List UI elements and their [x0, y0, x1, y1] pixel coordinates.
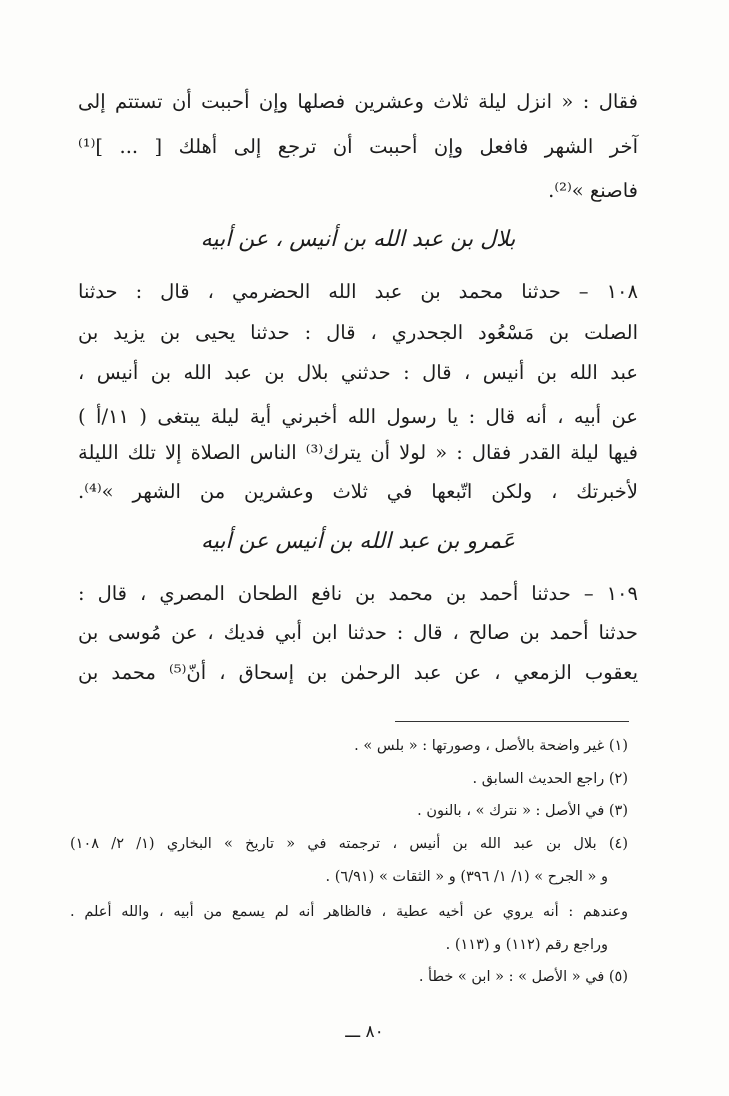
section-heading: عَمرو بن عبد الله بن أنيس عن أبيه: [201, 529, 515, 554]
hadith-108-line: عن أبيه ، أنه قال : يا رسول الله أخبرني أية ليلة يبتغى ( ١١/أ ): [78, 405, 638, 428]
body-line: فاصنع »⁽²⁾.: [548, 179, 638, 202]
footnote: (٢) راجع الحديث السابق .: [472, 771, 628, 787]
footnote-continuation: وعندهم : أنه يروي عن أخيه عطية ، فالظاهر أنه لم يسمع من أبيه ، والله أعلم .: [70, 904, 628, 920]
footnote-continuation: و « الجرح » (١/ ١/ ٣٩٦) و « الثقات » (٦/٩١) .: [325, 869, 608, 885]
hadith-109-line: يعقوب الزمعي ، عن عبد الرحمٰن بن إسحاق ، أنّ⁽⁵⁾ محمد بن: [78, 661, 638, 684]
hadith-108-line: الصلت بن مَسْعُود الجحدري ، قال : حدثنا يحيى بن يزيد بن: [78, 321, 638, 344]
footnote-separator: [395, 721, 629, 722]
section-heading: بلال بن عبد الله بن أنيس ، عن أبيه: [200, 227, 516, 252]
hadith-108-line: ١٠٨ – حدثنا محمد بن عبد الله الحضرمي ، قال : حدثنا: [78, 280, 638, 303]
footnote: (٥) في « الأصل » : « ابن » خطأ .: [418, 969, 628, 985]
hadith-109-line: حدثنا أحمد بن صالح ، قال : حدثنا ابن أبي فديك ، عن مُوسى بن: [78, 621, 638, 644]
body-line: فقال : « انزل ليلة ثلاث وعشرين فصلها وإن أحببت أن تستتم إلى: [78, 90, 638, 113]
hadith-108-line: لأخبرتك ، ولكن اتّبعها في ثلاث وعشرين من الشهر »⁽⁴⁾.: [78, 480, 638, 503]
footnote: (١) غير واضحة بالأصل ، وصورتها : « بلس » .: [354, 738, 628, 754]
page-number: ٨٠ ـــ: [345, 1022, 384, 1042]
footnote: (٣) في الأصل : « نترك » ، بالنون .: [417, 803, 628, 819]
body-line: آخر الشهر فافعل وإن أحببت أن ترجع إلى أهلك [ ... ]⁽¹⁾: [78, 135, 638, 158]
hadith-108-line: عبد الله بن أنيس ، قال : حدثني بلال بن عبد الله بن أنيس ،: [78, 361, 638, 384]
hadith-109-line: ١٠٩ – حدثنا أحمد بن محمد بن نافع الطحان المصري ، قال :: [78, 582, 638, 605]
hadith-108-line: فيها ليلة القدر فقال : « لولا أن يترك⁽³⁾ الناس الصلاة إلا تلك الليلة: [78, 441, 639, 464]
footnote: (٤) بلال بن عبد الله بن أنيس ، ترجمته في « تاريخ » البخاري (١/ ٢/ ١٠٨): [70, 836, 628, 852]
footnote-continuation: وراجع رقم (١١٢) و (١١٣) .: [445, 937, 608, 953]
